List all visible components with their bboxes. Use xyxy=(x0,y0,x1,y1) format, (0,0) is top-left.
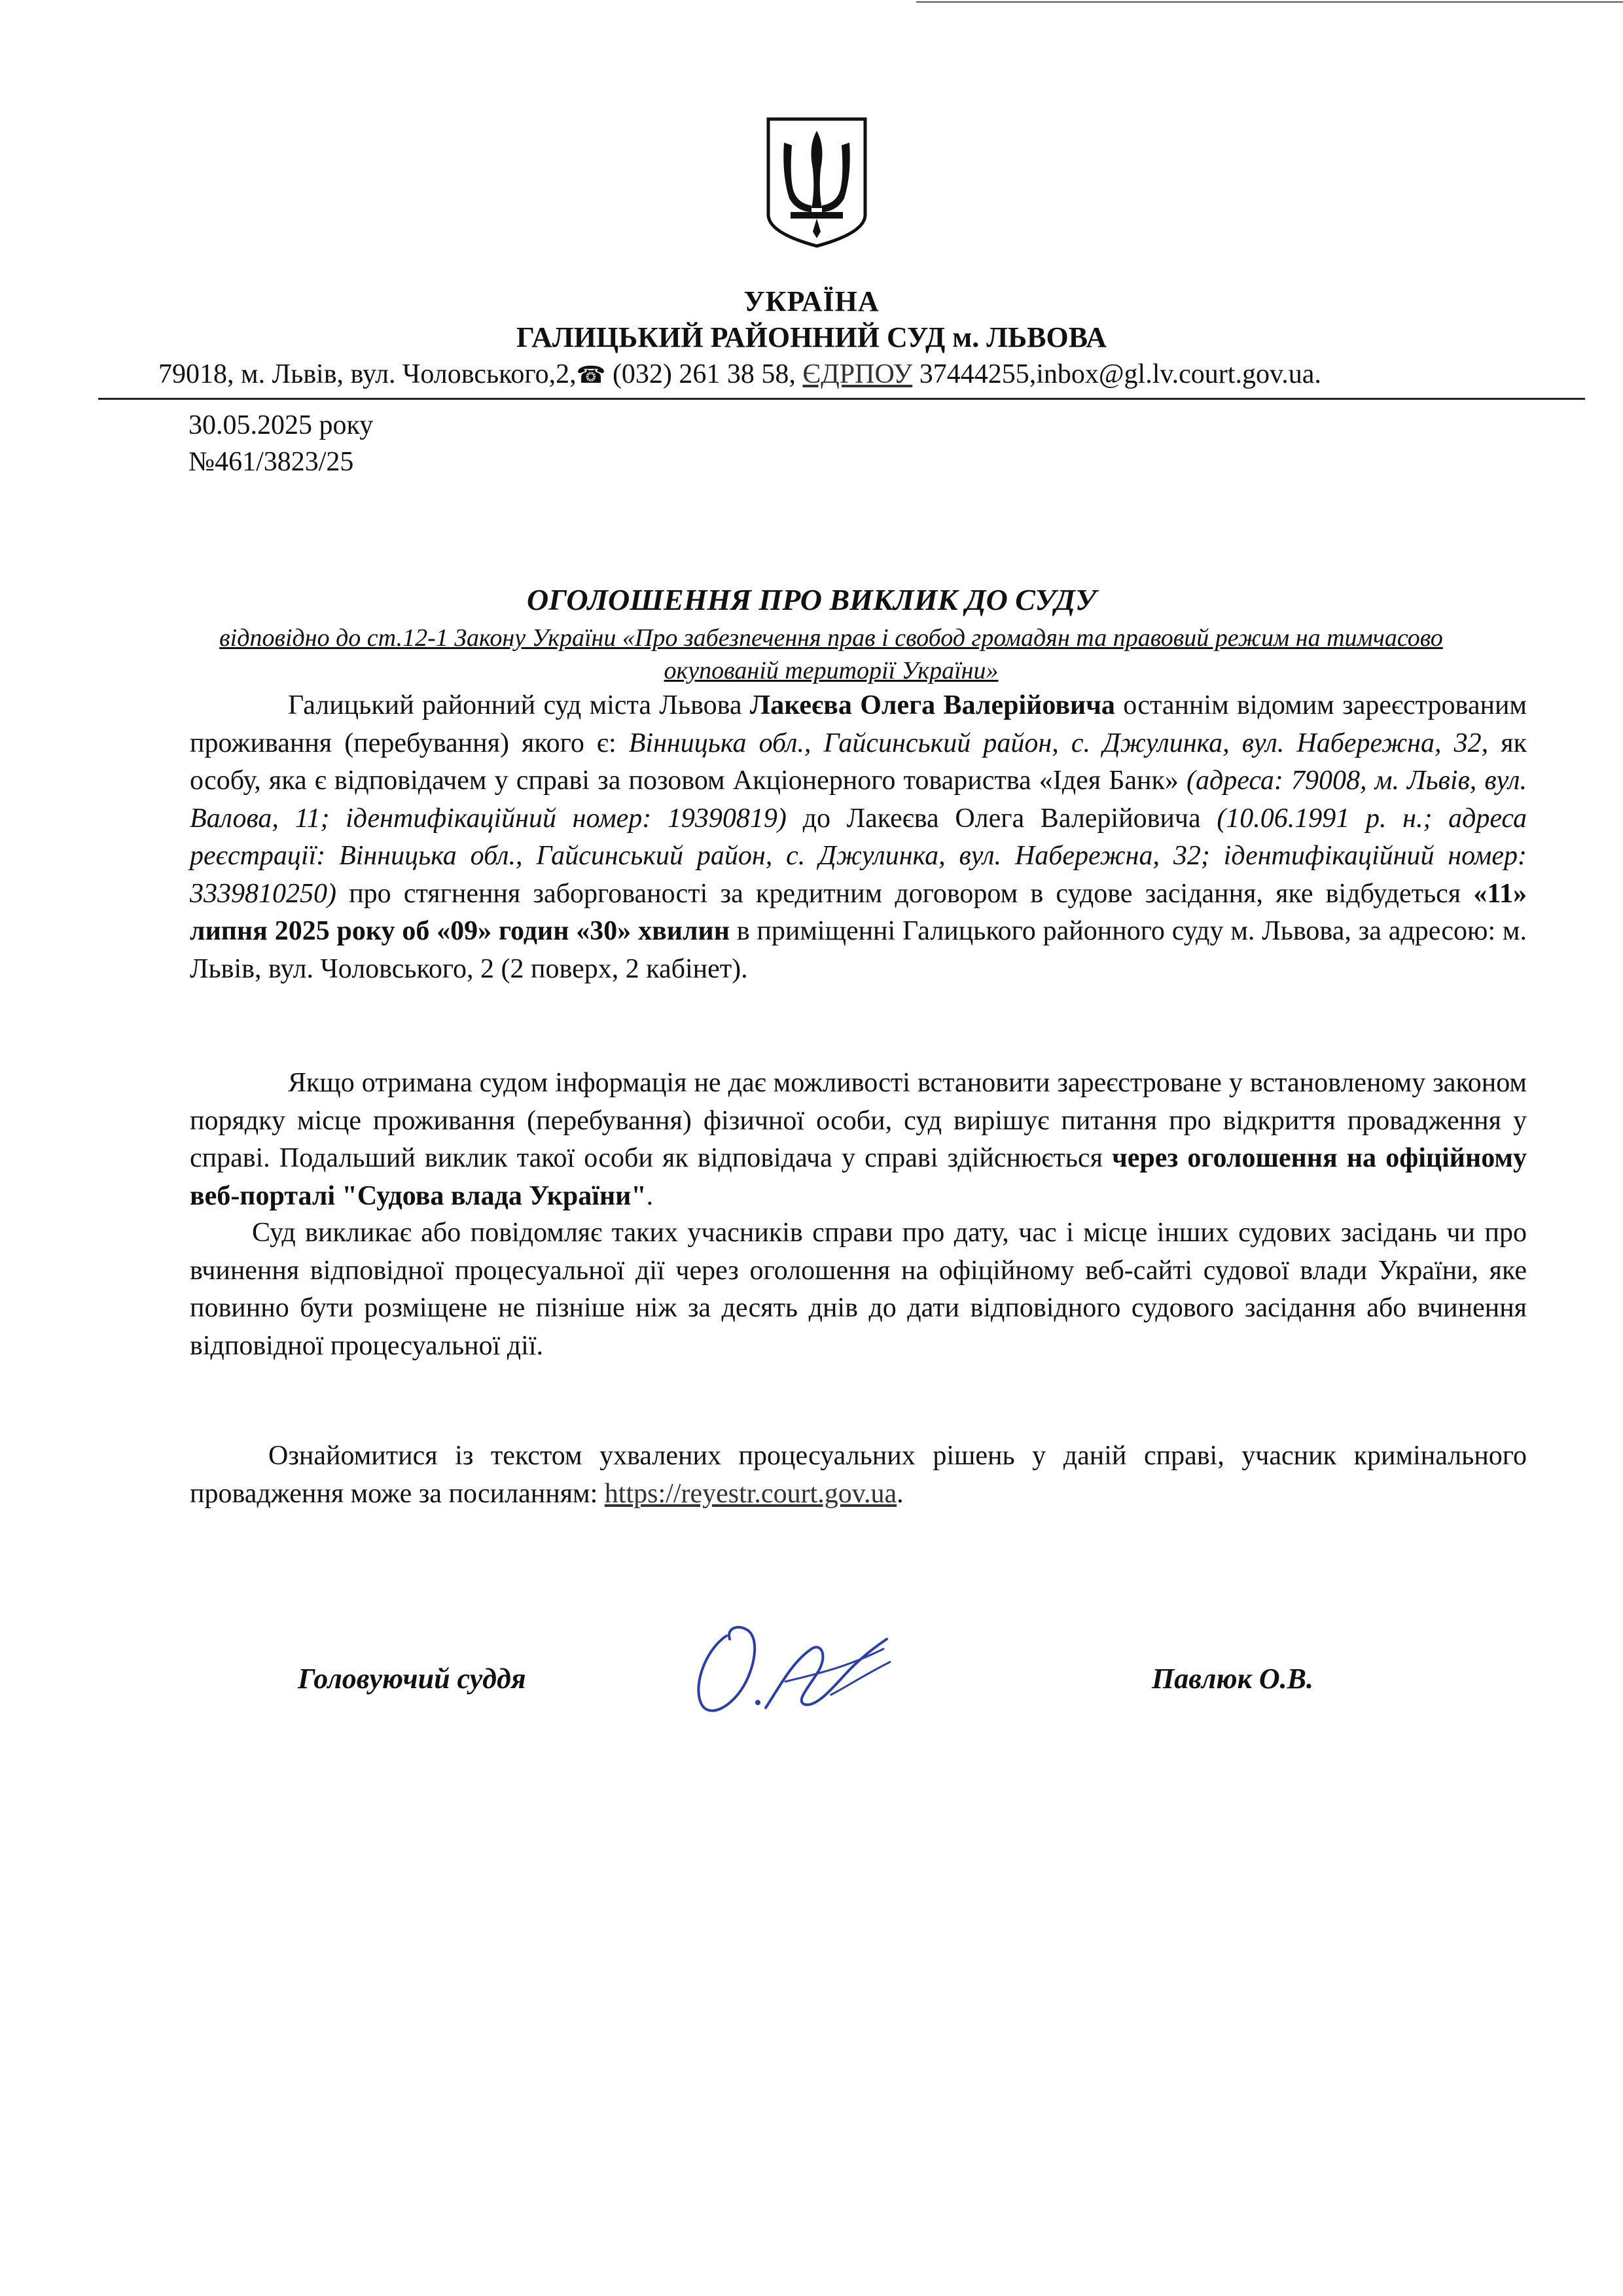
text-segment: Галицький районний суд міста Львова xyxy=(288,690,750,720)
court-name-heading: ГАЛИЦЬКИЙ РАЙОННИЙ СУД м. ЛЬВОВА xyxy=(516,321,1107,353)
text-segment: до Лакеєва Олега Валерійовича xyxy=(786,803,1217,834)
text-segment: про стягнення заборгованості за кредитним договором в судове засідання, яке відбудеться xyxy=(336,878,1474,909)
defendant-details: (10.06.1991 р. н.; адреса реєстрації: Вінницька обл., Гайсинський район, с. Джулинка, вул. Набережна, 32; ідентифікаційний номер: 3339810250) xyxy=(190,803,1527,909)
code-label: ЄДРПОУ xyxy=(802,359,913,389)
defendant-address: Вінницька обл., Гайсинський район, с. Джулинка, вул. Набережна, 32, xyxy=(628,728,1489,758)
announcement-title: ОГОЛОШЕННЯ ПРО ВИКЛИК ДО СУДУ xyxy=(527,583,1096,616)
defendant-name: Лакеєва Олега Валерійовича xyxy=(749,690,1115,720)
judge-role: Головуючий суддя xyxy=(298,1663,526,1695)
paragraph-notification: Суд викликає або повідомляє таких учасників справи про дату, час і місце інших судових засідань чи про вчинення відповідної процесуальної дії через оголошення на офіційному веб-сайті судової влади України, яке повинно бути розміщене не пізніше ніж за десять днів до дати відповідного судового засідання або вчинення відповідної процесуальної дії. xyxy=(190,1218,1527,1361)
document-date: 30.05.2025 року xyxy=(188,410,374,440)
judge-name: Павлюк О.В. xyxy=(1152,1663,1314,1695)
text-segment: . xyxy=(897,1478,904,1509)
text-segment: Ознайомитися із текстом ухвалених процесуальних рішень у даній справі, учасник кримінального провадження може за посиланням: xyxy=(190,1441,1527,1509)
document-number: №461/3823/25 xyxy=(188,447,354,477)
text-segment: Якщо отримана судом інформація не дає можливості встановити зареєстроване у встановленому законом порядку місце проживання (перебування) фізичної особи, суд вирішує питання про відкриття провадження у справі. Подальший виклик такої особи як відповідача у справі здійснюється xyxy=(190,1068,1527,1173)
telephone-icon: ☎ xyxy=(576,362,606,388)
country-heading: УКРАЇНА xyxy=(743,285,880,317)
text-segment: в приміщенні Галицького районного суду м. Львова, за адресою: м. Львів, вул. Чоловського, 2 (2 поверх, 2 кабінет). xyxy=(190,916,1527,984)
text-segment: останнім відомим зареєстрованим проживання (перебування) якого є: xyxy=(190,690,1527,758)
paragraph-registry xyxy=(190,1438,1527,1513)
document-meta xyxy=(188,407,373,480)
court-phone: (032) 261 38 58, xyxy=(612,359,796,389)
court-contacts xyxy=(158,359,1565,390)
text-segment: як особу, яка є відповідачем у справі за позовом Акціонерного товариства «Ідея Банк» xyxy=(190,728,1527,796)
registry-link[interactable]: https://reyestr.court.gov.ua xyxy=(604,1478,897,1509)
hearing-datetime: «11» липня 2025 року об «09» годин «30» хвилин xyxy=(190,878,1527,946)
plaintiff-details: (адреса: 79008, м. Львів, вул. Валова, 11; ідентифікаційний номер: 19390819) xyxy=(190,766,1527,834)
text-segment: . xyxy=(646,1180,654,1211)
coat-of-arms-icon xyxy=(764,116,869,249)
paragraph-summons xyxy=(190,687,1527,988)
court-address: 79018, м. Львів, вул. Чоловського,2, xyxy=(158,359,577,389)
scan-edge-line xyxy=(916,1,1623,3)
code-and-email: 37444255,inbox@gl.lv.court.gov.ua. xyxy=(912,359,1321,389)
announcement-subtitle: відповідно до ст.12-1 Закону України «Про забезпечення прав і свобод громадян та правовий режим на тимчасово окупованій території України» xyxy=(219,624,1443,684)
signature-image xyxy=(681,1610,897,1724)
header-divider xyxy=(98,398,1585,400)
paragraph-procedure xyxy=(190,1065,1527,1215)
portal-notice: через оголошення на офіційному веб-порталі "Судова влада України" xyxy=(190,1143,1527,1211)
